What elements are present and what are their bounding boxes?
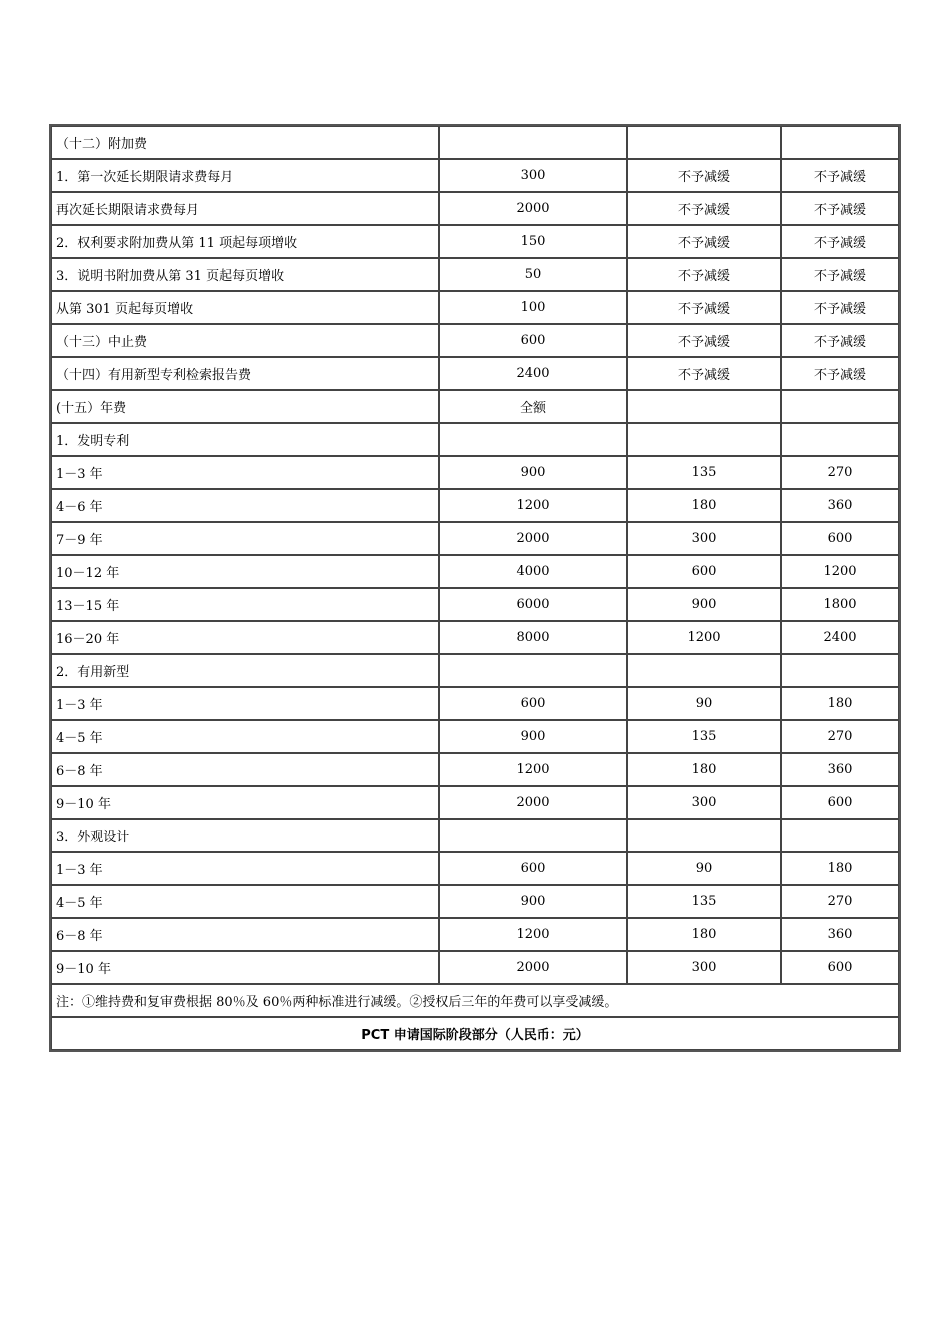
- fee-amount-cell: 2000: [439, 522, 627, 555]
- fee-item-cell: 2．权利要求附加费从第 11 项起每项增收: [51, 225, 439, 258]
- table-row: [51, 720, 899, 753]
- table-row: [51, 918, 899, 951]
- reduction-rate-2-cell: 270: [781, 885, 899, 918]
- fee-item-cell: 4－5 年: [51, 720, 439, 753]
- fee-amount-cell: 900: [439, 720, 627, 753]
- reduction-rate-2-cell: 360: [781, 918, 899, 951]
- fee-item-cell: 7－9 年: [51, 522, 439, 555]
- fee-amount-cell: [439, 654, 627, 687]
- reduction-rate-2-cell: 180: [781, 852, 899, 885]
- fee-amount-cell: 1200: [439, 753, 627, 786]
- reduction-rate-2-cell: 1200: [781, 555, 899, 588]
- fee-item-cell: 3．说明书附加费从第 31 页起每页增收: [51, 258, 439, 291]
- reduction-rate-1-cell: 300: [627, 522, 781, 555]
- fee-item-cell: 1－3 年: [51, 852, 439, 885]
- reduction-rate-1-cell: [627, 126, 781, 159]
- fee-amount-cell: 2400: [439, 357, 627, 390]
- fee-item-cell: （十二）附加费: [51, 126, 439, 159]
- table-row: [51, 654, 899, 687]
- reduction-rate-2-cell: 270: [781, 456, 899, 489]
- reduction-rate-2-cell: 不予减缓: [781, 357, 899, 390]
- table-row: [51, 819, 899, 852]
- fee-amount-cell: 900: [439, 456, 627, 489]
- fee-item-cell: 13－15 年: [51, 588, 439, 621]
- fee-item-cell: 2．有用新型: [51, 654, 439, 687]
- table-row: [51, 555, 899, 588]
- fee-amount-cell: 300: [439, 159, 627, 192]
- reduction-rate-1-cell: 不予减缓: [627, 159, 781, 192]
- fee-item-cell: 9－10 年: [51, 951, 439, 984]
- fee-item-cell: 9－10 年: [51, 786, 439, 819]
- reduction-rate-1-cell: [627, 654, 781, 687]
- fee-table-footer: [51, 984, 899, 1050]
- reduction-rate-2-cell: [781, 126, 899, 159]
- fee-amount-cell: 2000: [439, 786, 627, 819]
- fee-item-cell: 4－5 年: [51, 885, 439, 918]
- fee-table-body: [51, 126, 899, 984]
- fee-amount-cell: [439, 819, 627, 852]
- reduction-rate-1-cell: 不予减缓: [627, 357, 781, 390]
- fee-amount-cell: 2000: [439, 951, 627, 984]
- reduction-rate-2-cell: [781, 423, 899, 456]
- fee-amount-cell: 2000: [439, 192, 627, 225]
- fee-item-cell: 1－3 年: [51, 687, 439, 720]
- reduction-rate-1-cell: 不予减缓: [627, 324, 781, 357]
- fee-amount-cell: 全额: [439, 390, 627, 423]
- reduction-rate-2-cell: 360: [781, 489, 899, 522]
- reduction-rate-2-cell: 180: [781, 687, 899, 720]
- reduction-rate-1-cell: 135: [627, 720, 781, 753]
- reduction-rate-2-cell: 不予减缓: [781, 225, 899, 258]
- fee-item-cell: 1．第一次延长期限请求费每月: [51, 159, 439, 192]
- reduction-rate-2-cell: 不予减缓: [781, 324, 899, 357]
- reduction-rate-1-cell: 135: [627, 456, 781, 489]
- fee-amount-cell: [439, 126, 627, 159]
- fee-amount-cell: 8000: [439, 621, 627, 654]
- reduction-rate-2-cell: 2400: [781, 621, 899, 654]
- fee-amount-cell: 1200: [439, 489, 627, 522]
- fee-item-cell: 从第 301 页起每页增收: [51, 291, 439, 324]
- table-row: [51, 126, 899, 159]
- table-row: [51, 489, 899, 522]
- table-row: [51, 522, 899, 555]
- table-row: [51, 786, 899, 819]
- reduction-rate-2-cell: 不予减缓: [781, 192, 899, 225]
- reduction-rate-1-cell: [627, 390, 781, 423]
- table-row: [51, 423, 899, 456]
- fee-amount-cell: 50: [439, 258, 627, 291]
- reduction-rate-1-cell: [627, 423, 781, 456]
- reduction-rate-1-cell: 300: [627, 786, 781, 819]
- table-row: [51, 192, 899, 225]
- reduction-rate-2-cell: 270: [781, 720, 899, 753]
- fee-table: [49, 124, 901, 1052]
- reduction-rate-1-cell: [627, 819, 781, 852]
- table-row: [51, 687, 899, 720]
- table-row: [51, 588, 899, 621]
- reduction-rate-1-cell: 不予减缓: [627, 192, 781, 225]
- table-row: [51, 291, 899, 324]
- fee-amount-cell: 100: [439, 291, 627, 324]
- fee-item-cell: 6－8 年: [51, 918, 439, 951]
- fee-item-cell: 1－3 年: [51, 456, 439, 489]
- reduction-rate-1-cell: 180: [627, 918, 781, 951]
- fee-amount-cell: 4000: [439, 555, 627, 588]
- fee-item-cell: 10－12 年: [51, 555, 439, 588]
- fee-item-cell: 1．发明专利: [51, 423, 439, 456]
- table-row: [51, 225, 899, 258]
- reduction-rate-1-cell: 180: [627, 753, 781, 786]
- reduction-rate-1-cell: 300: [627, 951, 781, 984]
- note-row: [51, 984, 899, 1017]
- fee-amount-cell: 150: [439, 225, 627, 258]
- fee-item-cell: （十四）有用新型专利检索报告费: [51, 357, 439, 390]
- section-title: PCT 申请国际阶段部分（人民币：元）: [51, 1017, 899, 1050]
- reduction-rate-2-cell: 600: [781, 951, 899, 984]
- table-row: [51, 357, 899, 390]
- fee-amount-cell: 900: [439, 885, 627, 918]
- table-row: [51, 621, 899, 654]
- reduction-rate-1-cell: 90: [627, 687, 781, 720]
- fee-item-cell: (十五）年费: [51, 390, 439, 423]
- reduction-rate-1-cell: 不予减缓: [627, 258, 781, 291]
- table-row: [51, 324, 899, 357]
- table-row: [51, 753, 899, 786]
- fee-item-cell: 6－8 年: [51, 753, 439, 786]
- reduction-rate-2-cell: [781, 819, 899, 852]
- fee-amount-cell: 600: [439, 852, 627, 885]
- reduction-rate-2-cell: 不予减缓: [781, 291, 899, 324]
- reduction-rate-1-cell: 不予减缓: [627, 291, 781, 324]
- reduction-rate-1-cell: 135: [627, 885, 781, 918]
- fee-amount-cell: 6000: [439, 588, 627, 621]
- table-row: [51, 852, 899, 885]
- reduction-rate-1-cell: 90: [627, 852, 781, 885]
- fee-item-cell: （十三）中止费: [51, 324, 439, 357]
- reduction-rate-1-cell: 180: [627, 489, 781, 522]
- reduction-rate-2-cell: [781, 654, 899, 687]
- reduction-rate-2-cell: [781, 390, 899, 423]
- reduction-rate-2-cell: 不予减缓: [781, 258, 899, 291]
- table-row: [51, 159, 899, 192]
- reduction-rate-1-cell: 不予减缓: [627, 225, 781, 258]
- reduction-rate-1-cell: 900: [627, 588, 781, 621]
- table-row: [51, 885, 899, 918]
- reduction-rate-2-cell: 不予减缓: [781, 159, 899, 192]
- fee-amount-cell: 600: [439, 324, 627, 357]
- fee-item-cell: 3．外观设计: [51, 819, 439, 852]
- reduction-rate-2-cell: 600: [781, 786, 899, 819]
- fee-amount-cell: 1200: [439, 918, 627, 951]
- reduction-rate-2-cell: 1800: [781, 588, 899, 621]
- reduction-rate-1-cell: 600: [627, 555, 781, 588]
- table-row: [51, 258, 899, 291]
- reduction-rate-1-cell: 1200: [627, 621, 781, 654]
- reduction-rate-2-cell: 360: [781, 753, 899, 786]
- fee-item-cell: 4－6 年: [51, 489, 439, 522]
- section-title-row: [51, 1017, 899, 1050]
- table-row: [51, 390, 899, 423]
- note-text: 注：①维持费和复审费根据 80％及 60％两种标准进行减缓。②授权后三年的年费可以享受减缓。: [51, 984, 899, 1017]
- table-row: [51, 951, 899, 984]
- table-row: [51, 456, 899, 489]
- reduction-rate-2-cell: 600: [781, 522, 899, 555]
- fee-amount-cell: 600: [439, 687, 627, 720]
- fee-item-cell: 再次延长期限请求费每月: [51, 192, 439, 225]
- fee-amount-cell: [439, 423, 627, 456]
- fee-item-cell: 16－20 年: [51, 621, 439, 654]
